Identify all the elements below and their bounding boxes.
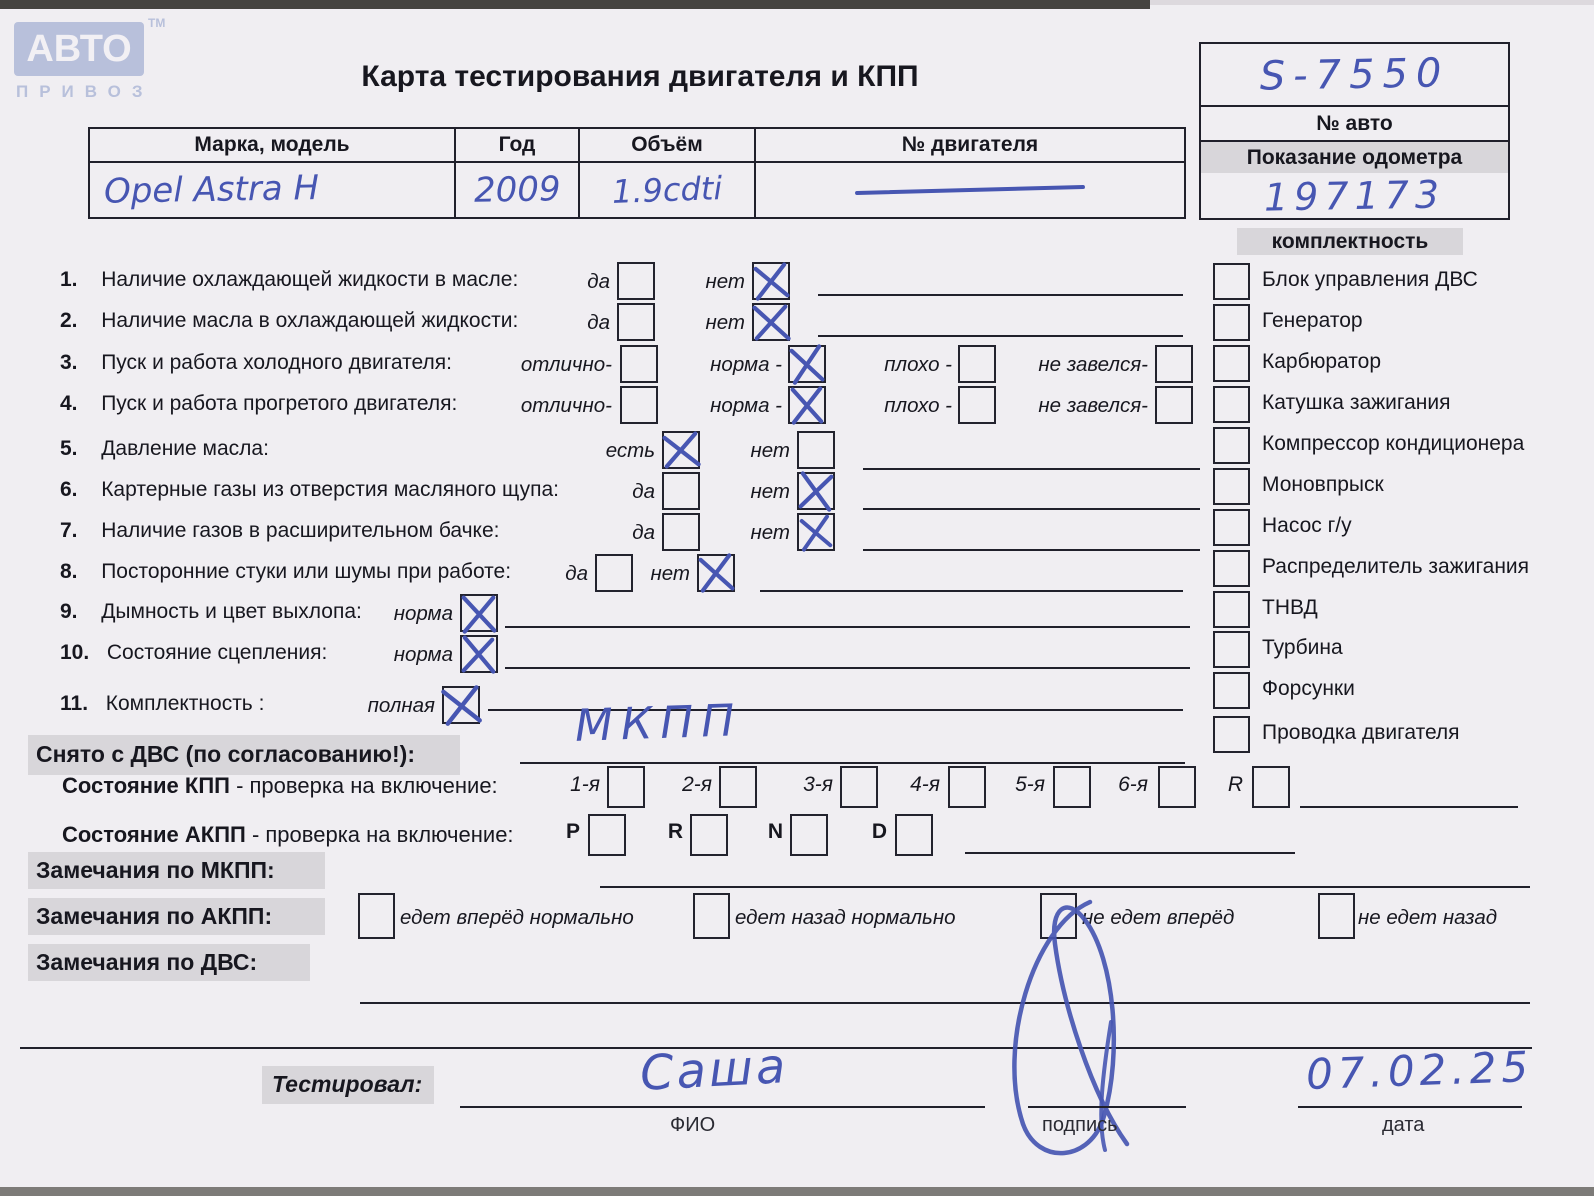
checkbox-q2-yes[interactable] [617, 303, 655, 341]
question-6 [60, 478, 559, 502]
checkbox-turbine[interactable] [1213, 631, 1250, 668]
question-8 [60, 560, 511, 584]
checkbox-q9-normal[interactable] [460, 594, 498, 632]
checkbox-q3-normal[interactable] [788, 345, 826, 383]
remarks-at-option: едет вперёд нормально [400, 906, 634, 929]
question-number: 2. [60, 309, 78, 332]
x-mark-icon [785, 383, 829, 427]
question-1 [60, 268, 518, 292]
checkbox-drives-backward-ok[interactable] [693, 893, 730, 939]
gearbox-mt-label-rest: - проверка на включение: [229, 773, 498, 798]
question-number: 5. [60, 437, 78, 460]
vehicle-make-model-cell [90, 163, 456, 217]
remarks-mt-label: Замечания по МКПП: [36, 857, 275, 883]
scan-top-edge-torn [1150, 0, 1594, 5]
gear-label-3: 3-я [803, 773, 833, 796]
gear-label-1: 1-я [570, 773, 600, 796]
option-label-no: нет [705, 311, 745, 334]
x-mark-icon [659, 428, 703, 472]
option-label-yes: да [632, 521, 655, 544]
remarks-at-label: Замечания по АКПП: [36, 903, 273, 929]
volume-value: 1.9cdti [611, 169, 723, 211]
question-label: Пуск и работа прогретого двигателя: [101, 392, 458, 415]
scan-top-edge [0, 0, 1150, 9]
checkbox-gear-d[interactable] [895, 814, 933, 856]
completeness-item-label: Компрессор кондиционера [1262, 432, 1525, 455]
checkbox-gear-3[interactable] [840, 766, 878, 808]
question-label: Картерные газы из отверстия масляного щупа: [101, 478, 559, 501]
option-label-present: есть [605, 439, 655, 462]
remarks-at-option: не едет вперёд [1082, 906, 1235, 929]
car-number-value: S-7550 [1259, 49, 1450, 100]
question-number: 1. [60, 268, 78, 291]
option-label-yes: да [587, 311, 610, 334]
vehicle-year-cell [456, 163, 580, 217]
question-label: Давление масла: [101, 437, 269, 460]
option-label-yes: да [587, 270, 610, 293]
x-mark-icon [457, 632, 501, 676]
x-mark-icon [439, 683, 483, 727]
question-label: Посторонние стуки или шумы при работе: [101, 560, 512, 583]
completeness-item-label: Катушка зажигания [1262, 391, 1451, 414]
write-in-line[interactable] [863, 508, 1200, 510]
option-label-normal: норма - [710, 394, 782, 417]
x-mark-icon [785, 342, 829, 386]
option-label-yes: да [565, 562, 588, 585]
checkbox-gear-p[interactable] [588, 814, 626, 856]
completeness-item-label: Блок управления ДВС [1262, 268, 1478, 291]
completeness-item-label: ТНВД [1262, 596, 1318, 619]
date-caption: дата [1382, 1114, 1425, 1136]
tester-name-value: Саша [638, 1038, 790, 1102]
gearbox-at-label-bold: Состояние АКПП [62, 822, 246, 847]
gear-label-2: 2-я [682, 773, 712, 796]
completeness-item-label: Карбюратор [1262, 350, 1382, 373]
checkbox-q11-full[interactable] [442, 686, 480, 724]
vehicle-col-year: Год [456, 129, 580, 163]
checkbox-ecu[interactable] [1213, 263, 1250, 300]
option-label-normal: норма - [710, 353, 782, 376]
vehicle-table [88, 127, 1186, 219]
logo-subtitle: ПРИВОЗ [16, 82, 154, 101]
checkbox-gear-1[interactable] [607, 766, 645, 808]
x-mark-icon [749, 300, 793, 344]
question-label: Комплектность : [105, 692, 265, 715]
checkbox-q1-yes[interactable] [617, 262, 655, 300]
write-in-line[interactable] [965, 852, 1295, 854]
vehicle-col-volume: Объём [580, 129, 756, 163]
logo-brand-text: АВТО [26, 27, 132, 70]
question-label: Наличие масла в охлаждающей жидкости: [101, 309, 519, 332]
question-number: 9. [60, 600, 78, 623]
odometer-label: Показание одометра [1201, 140, 1508, 173]
checkbox-carburetor[interactable] [1213, 345, 1250, 382]
question-11 [60, 692, 264, 716]
option-label-bad: плохо - [884, 394, 952, 417]
checkbox-q7-yes[interactable] [662, 513, 700, 551]
option-label-full: полная [367, 694, 435, 717]
checkbox-q3-bad[interactable] [958, 345, 996, 383]
completeness-item-label: Насос г/у [1262, 514, 1352, 537]
question-4 [60, 392, 457, 416]
checkbox-gear-4[interactable] [948, 766, 986, 808]
vehicle-engine-number-cell [756, 163, 1184, 217]
checkbox-q2-no[interactable] [752, 303, 790, 341]
checkbox-drives-forward-ok[interactable] [358, 893, 395, 939]
remarks-engine-label: Замечания по ДВС: [36, 949, 258, 975]
vehicle-volume-cell [580, 163, 756, 217]
checkbox-no-drive-backward[interactable] [1318, 893, 1355, 939]
checkbox-gear-r-at[interactable] [690, 814, 728, 856]
option-label-excellent: отлично- [520, 353, 612, 376]
option-label-normal: норма [393, 602, 453, 625]
write-in-line[interactable] [360, 1002, 1530, 1004]
checkbox-mono-injection[interactable] [1213, 468, 1250, 505]
tester-name-line[interactable] [460, 1106, 985, 1108]
x-mark-icon [794, 469, 838, 513]
tested-by-label: Тестировал: [272, 1071, 423, 1097]
gear-label-4: 4-я [910, 773, 940, 796]
checkbox-q1-no[interactable] [752, 262, 790, 300]
remarks-at-option: едет назад нормально [735, 906, 956, 929]
write-in-line[interactable] [505, 626, 1190, 628]
checkbox-ac-compressor[interactable] [1213, 427, 1250, 464]
gear-label-r: R [1227, 773, 1243, 796]
question-number: 11. [60, 692, 89, 715]
date-line[interactable] [1298, 1106, 1522, 1108]
vehicle-col-make-model: Марка, модель [90, 129, 456, 163]
checkbox-q4-excellent[interactable] [620, 386, 658, 424]
question-3 [60, 351, 452, 375]
checkbox-q5-present[interactable] [662, 431, 700, 469]
signature-caption: подпись [1042, 1114, 1118, 1136]
write-in-line[interactable] [760, 590, 1183, 592]
checkbox-q6-no[interactable] [797, 472, 835, 510]
checkbox-q7-no[interactable] [797, 513, 835, 551]
checkbox-q6-yes[interactable] [662, 472, 700, 510]
checkbox-q10-normal[interactable] [460, 635, 498, 673]
name-caption: ФИО [670, 1114, 716, 1136]
question-label: Дымность и цвет выхлопа: [101, 600, 362, 623]
question-number: 3. [60, 351, 78, 374]
gear-label-d: D [871, 820, 887, 843]
gear-label-r-at: R [667, 820, 683, 843]
checkbox-q3-no-start[interactable] [1155, 345, 1193, 383]
gearbox-at-label [62, 822, 514, 848]
checkbox-q8-no[interactable] [697, 554, 735, 592]
question-number: 4. [60, 392, 78, 415]
year-value: 2009 [473, 169, 561, 211]
logo-block [14, 22, 144, 76]
x-mark-icon [749, 259, 793, 303]
scan-bottom-edge [0, 1187, 1594, 1196]
checkbox-power-steering-pump[interactable] [1213, 509, 1250, 546]
question-label: Наличие охлаждающей жидкости в масле: [101, 268, 519, 291]
checkbox-generator[interactable] [1213, 304, 1250, 341]
write-in-line[interactable] [1300, 806, 1518, 808]
checkbox-ignition-coil[interactable] [1213, 386, 1250, 423]
x-mark-icon [694, 551, 738, 595]
write-in-line[interactable] [520, 762, 1185, 764]
completeness-item-label: Турбина [1262, 636, 1343, 659]
completeness-item-label: Проводка двигателя [1262, 721, 1460, 744]
option-label-no-start: не завелся- [1038, 353, 1148, 376]
car-number-label: № авто [1201, 105, 1508, 140]
checkbox-injection-pump[interactable] [1213, 591, 1250, 628]
checkbox-q4-normal[interactable] [788, 386, 826, 424]
x-mark-icon [794, 510, 838, 554]
date-value: 07.02.25 [1305, 1042, 1534, 1099]
gear-label-5: 5-я [1015, 773, 1045, 796]
question-number: 6. [60, 478, 78, 501]
checkbox-gear-n[interactable] [790, 814, 828, 856]
completeness-item-label: Форсунки [1262, 677, 1355, 700]
make-model-value: Opel Astra H [103, 168, 320, 212]
completeness-item-label: Моновпрыск [1262, 473, 1384, 496]
gear-label-n: N [767, 820, 783, 843]
question-9 [60, 600, 362, 624]
option-label-no-start: не завелся- [1038, 394, 1148, 417]
question-label: Наличие газов в расширительном бачке: [101, 519, 500, 542]
option-label-no: нет [705, 270, 745, 293]
gearbox-mt-label [62, 773, 498, 799]
removed-section-value: МКПП [574, 695, 744, 752]
option-label-normal: норма [393, 643, 453, 666]
checkbox-q3-excellent[interactable] [620, 345, 658, 383]
checkbox-q4-bad[interactable] [958, 386, 996, 424]
completeness-item-label: Генератор [1262, 309, 1363, 332]
checkbox-gear-6[interactable] [1158, 766, 1196, 808]
logo-tm-mark: ТМ [148, 16, 166, 30]
checkbox-q4-no-start[interactable] [1155, 386, 1193, 424]
gearbox-at-label-rest: - проверка на включение: [245, 822, 514, 847]
signature-line[interactable] [1028, 1106, 1186, 1108]
question-label: Состояние сцепления: [106, 641, 328, 664]
question-2 [60, 309, 518, 333]
option-label-no: нет [750, 521, 790, 544]
option-label-yes: да [632, 480, 655, 503]
question-number: 7. [60, 519, 78, 542]
checkbox-ignition-distributor[interactable] [1213, 550, 1250, 587]
removed-section-label: Снято с ДВС (по согласованию!): [36, 741, 415, 767]
write-in-line[interactable] [818, 294, 1183, 296]
engine-number-dash [855, 185, 1085, 195]
checkbox-q5-no[interactable] [797, 431, 835, 469]
checkbox-gear-r[interactable] [1252, 766, 1290, 808]
odometer-value: 197173 [1263, 171, 1446, 220]
vehicle-col-engine-number: № двигателя [756, 129, 1184, 163]
gear-label-6: 6-я [1118, 773, 1148, 796]
option-label-no: нет [750, 480, 790, 503]
gearbox-mt-label-bold: Состояние КПП [62, 773, 230, 798]
x-mark-icon [457, 591, 501, 635]
completeness-item-label: Распределитель зажигания [1262, 555, 1530, 578]
completeness-heading: комплектность [1271, 230, 1429, 253]
checkbox-gear-2[interactable] [719, 766, 757, 808]
option-label-excellent: отлично- [520, 394, 612, 417]
car-number-box [1199, 42, 1510, 220]
checkbox-gear-5[interactable] [1053, 766, 1091, 808]
write-in-line[interactable] [863, 549, 1200, 551]
option-label-no: нет [650, 562, 690, 585]
question-number: 10. [60, 641, 90, 664]
write-in-line[interactable] [818, 335, 1183, 337]
checkbox-engine-wiring[interactable] [1213, 716, 1250, 753]
question-5 [60, 437, 269, 461]
page-title: Карта тестирования двигателя и КПП [361, 60, 919, 93]
write-in-line[interactable] [505, 667, 1190, 669]
remarks-at-option: не едет назад [1358, 906, 1498, 929]
question-label: Пуск и работа холодного двигателя: [101, 351, 452, 374]
write-in-line[interactable] [863, 468, 1200, 470]
question-7 [60, 519, 500, 543]
option-label-bad: плохо - [884, 353, 952, 376]
question-number: 8. [60, 560, 78, 583]
gear-label-p: P [565, 820, 580, 843]
option-label-no: нет [750, 439, 790, 462]
checkbox-injectors[interactable] [1213, 672, 1250, 709]
question-10 [60, 641, 327, 665]
